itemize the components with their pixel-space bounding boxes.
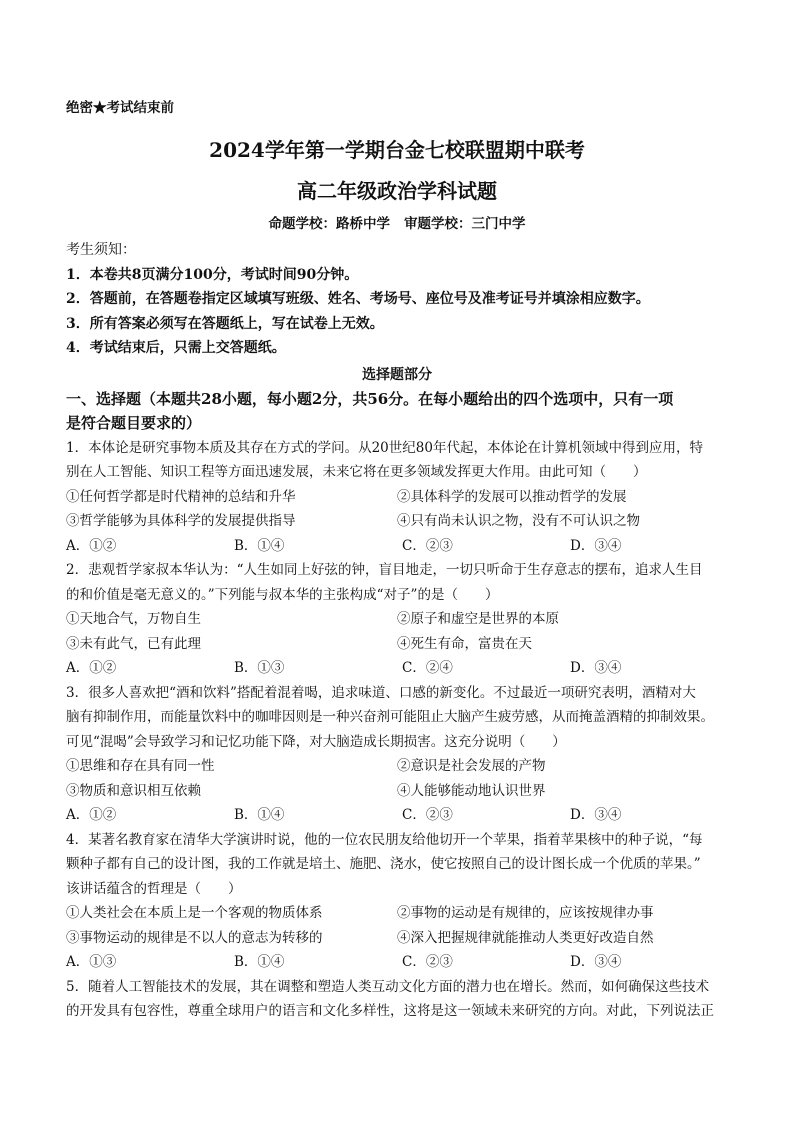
answer-choice-d: D．③④	[570, 537, 622, 554]
answer-choice-b: B．①④	[234, 954, 285, 970]
question-2	[66, 558, 728, 681]
option-item: ②原子和虚空是世界的本原	[397, 611, 559, 627]
question-stem-line: 3．很多人喜欢把“酒和饮料”搭配着混着喝，追求味道、口感的新变化。不过最近一项研究表明，酒精对大	[66, 684, 696, 701]
option-item: ②事物的运动是有规律的，应该按规律办事	[397, 905, 654, 921]
question-4	[66, 828, 728, 975]
answer-choice-a: A．①②	[66, 537, 117, 554]
answer-choice-a: A．①②	[66, 807, 117, 823]
secret-label: 绝密★考试结束前	[66, 100, 174, 116]
option-item: ①思维和存在具有同一性	[66, 758, 215, 774]
question-stem-line: 的开发具有包容性，尊重全球用户的语言和文化多样性，这将是这一领域未来研究的方向。对此，下列说法正	[66, 1003, 714, 1019]
answer-choices	[66, 950, 728, 975]
answer-choice-c: C．②④	[402, 660, 453, 676]
question-stem-line: 别在人工智能、知识工程等方面迅速发展，未来它将在更多领域发挥更大作用。由此可知（ ）	[66, 464, 647, 480]
exam-subtitle: 高二年级政治学科试题	[297, 179, 497, 203]
answer-choice-d: D．③④	[570, 954, 622, 970]
proposer-school: 命题学校：路桥中学	[268, 216, 390, 232]
note-item: 3．所有答案必须写在答题纸上，写在试卷上无效。	[66, 315, 384, 332]
answer-choice-d: D．③④	[570, 807, 622, 823]
exam-title: 2024学年第一学期台金七校联盟期中联考	[209, 138, 585, 162]
question-stem-line: 1．本体论是研究事物本质及其存在方式的学问。从20世纪80年代起，本体论在计算机领域中得到应用，特	[66, 439, 703, 456]
answer-choice-b: B．①③	[234, 660, 285, 676]
option-item: ④深入把握规律就能推动人类更好改造自然	[397, 929, 654, 946]
answer-choices	[66, 656, 728, 681]
reviewer-school: 审题学校：三门中学	[404, 216, 526, 232]
answer-choice-a: A．①③	[66, 954, 117, 970]
option-item: ②意识是社会发展的产物	[397, 758, 546, 774]
answer-choice-c: C．②③	[402, 537, 453, 554]
option-item: ②具体科学的发展可以推动哲学的发展	[397, 488, 627, 505]
answer-choice-c: C．②③	[402, 807, 453, 823]
answer-choice-b: B．①④	[234, 807, 285, 823]
answer-choice-c: C．②③	[402, 954, 453, 970]
part-heading-line2: 是符合题目要求的）	[66, 414, 202, 432]
question-5	[66, 975, 728, 1024]
option-item: ③事物运动的规律是不以人的意志为转移的	[66, 929, 323, 946]
answer-choice-d: D．③④	[570, 660, 622, 676]
answer-choices	[66, 534, 728, 559]
question-options	[66, 901, 728, 950]
answer-choices	[66, 803, 728, 828]
answer-choice-b: B．①④	[234, 537, 285, 554]
option-item: ④人能够能动地认识世界	[397, 782, 546, 799]
question-stem-line: 脑有抑制作用，而能量饮料中的咖啡因则是一种兴奋剂可能阻止大脑产生疲劳感，从而掩盖酒精的抑制效果。	[66, 709, 714, 725]
option-item: ①任何哲学都是时代精神的总结和升华	[66, 488, 296, 505]
question-stem-line: 2．悲观哲学家叔本华认为：“人生如同上好弦的钟，盲目地走，一切只听命于生存意志的摆布，追求人生目	[66, 562, 703, 578]
option-item: ③物质和意识相互依赖	[66, 782, 201, 799]
school-info	[66, 212, 728, 232]
option-item: ③未有此气，已有此理	[66, 635, 201, 652]
question-stem-line: 颗种子都有自己的设计图，我的工作就是培土、施肥、浇水，使它按照自己的设计图长成一个优质的苹果。”	[66, 856, 701, 872]
option-item: ①天地合气，万物自生	[66, 611, 201, 627]
question-1	[66, 436, 728, 559]
question-stem-line: 4．某著名教育家在清华大学演讲时说，他的一位农民朋友给他切开一个苹果，指着苹果核中的种子说，“每	[66, 831, 703, 848]
option-item: ①人类社会在本质上是一个客观的物质体系	[66, 905, 323, 921]
option-item: ④死生有命，富贵在天	[397, 635, 532, 652]
notes-heading: 考生须知：	[66, 242, 136, 258]
note-item: 1．本卷共8页满分100分，考试时间90分钟。	[66, 266, 359, 283]
note-item: 4．考试结束后，只需上交答题纸。	[66, 340, 286, 356]
answer-choice-a: A．①②	[66, 660, 117, 676]
question-3	[66, 681, 728, 828]
question-stem-line: 可见“混喝”会导致学习和记忆功能下降，对大脑造成长期损害。这充分说明（ ）	[66, 733, 566, 750]
question-stem-line: 的和价值是毫无意义的。”下列能与叔本华的主张构成“对子”的是（ ）	[66, 586, 499, 603]
question-options	[66, 607, 728, 656]
question-options	[66, 485, 728, 534]
question-stem-line: 5．随着人工智能技术的发展，其在调整和塑造人类互动文化方面的潜力也在增长。然而，如何确保这些技术	[66, 978, 710, 995]
option-item: ③哲学能够为具体科学的发展提供指导	[66, 513, 296, 529]
note-item: 2．答题前，在答题卷指定区域填写班级、姓名、考场号、座位号及准考证号并填涂相应数字。	[66, 291, 650, 307]
part-heading-line1: 一、选择题（本题共28小题，每小题2分，共56分。在每小题给出的四个选项中，只有一项	[66, 389, 674, 408]
question-stem-line: 该讲话蕴含的哲理是（ ）	[66, 880, 242, 897]
section-title: 选择题部分	[362, 366, 432, 383]
question-options	[66, 754, 728, 803]
exam-notes	[66, 238, 728, 361]
option-item: ④只有尚未认识之物，没有不可认识之物	[397, 513, 640, 529]
